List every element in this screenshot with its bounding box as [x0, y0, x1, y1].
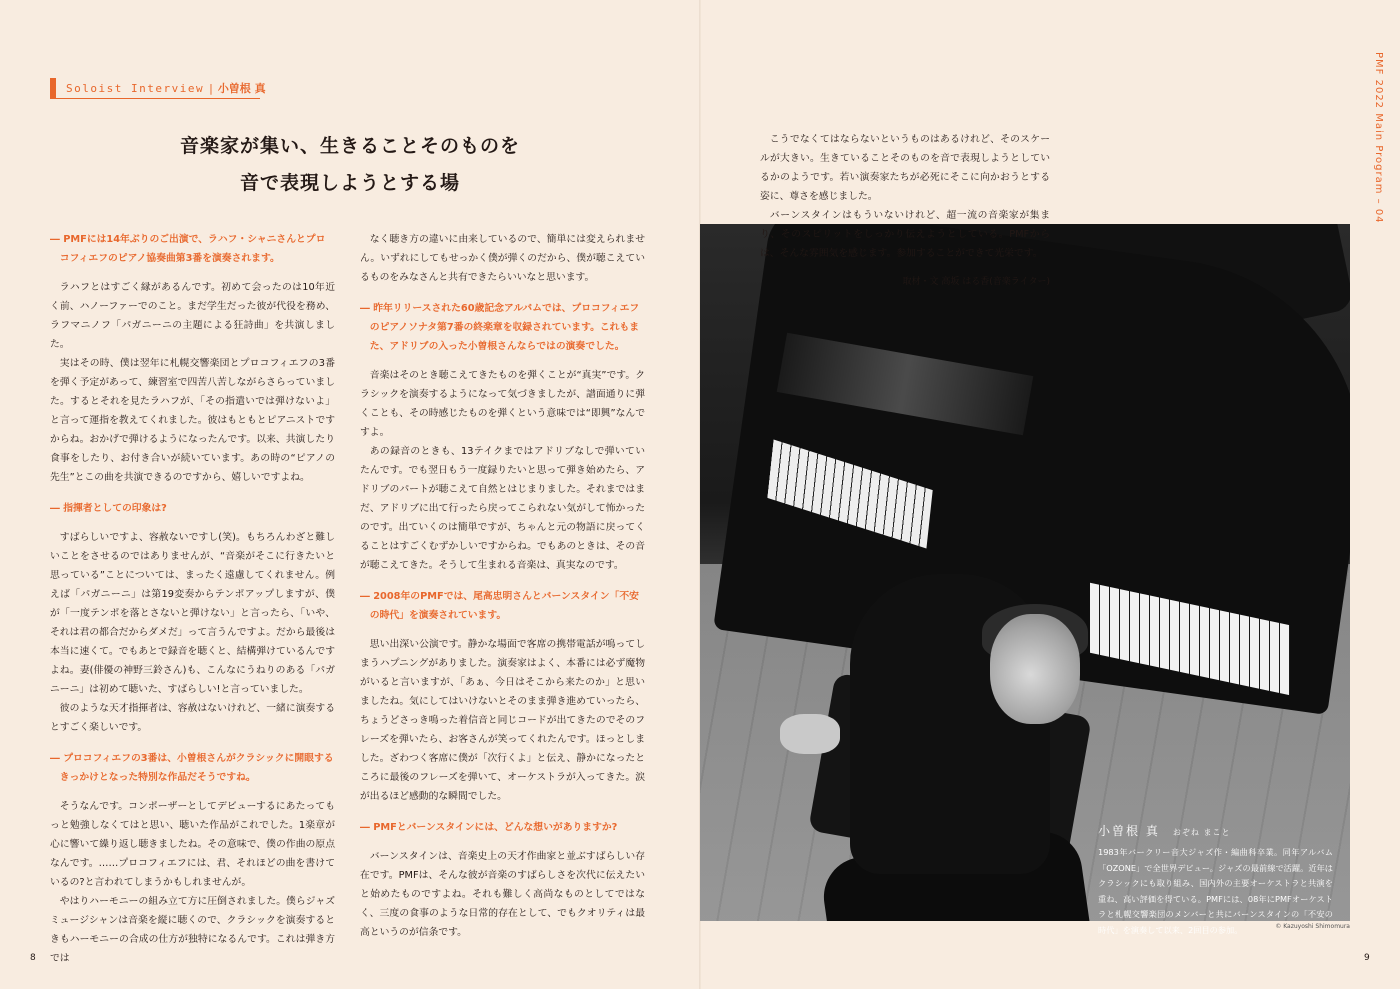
pianist-figure: [760, 464, 1120, 921]
interview-question: ― PMFとバーンスタインには、どんな想いがありますか?: [360, 822, 618, 833]
photo-caption: [1098, 820, 1333, 938]
interview-answer: 音楽はそのとき聴こえてきたものを弾くことが“真実”です。クラシックを演奏するようになって気づきましたが、譜面通りに弾くことも、その時感じたものを弾くという意味では“即興”なんですよ。: [360, 370, 645, 438]
interview-answer: 実はその時、僕は翌年に札幌交響楽団とプロコフィエフの3番を弾く予定があって、練習室で四苦八苦しながらさらっていました。するとそれを見たラハフが、「その指遣いでは弾けないよ」と言って運指を教えてくれました。彼はもともとピアニストですからね。おかげで弾けるようになったんです。以来、共演したり食事をしたり、お付き合いが続いています。あの時の“ピアノの先生”とこの曲を共演できるのですから、嬉しいですよね。: [50, 358, 335, 483]
portrait-photo: [700, 224, 1350, 921]
section-separator: |: [209, 81, 213, 95]
section-tag-rule: [50, 98, 260, 99]
caption-name: 小曽根 真: [1098, 824, 1160, 838]
interview-answer: バーンスタインは、音楽史上の天才作曲家と並ぶすばらしい存在です。PMFは、そんな彼が音楽のすばらしさを次代に伝えたいと始めたものですよね。それも難しく高尚なものとしてではなく、三度の食事のような日常的存在として、でもクオリティは最高というのが信条です。: [360, 851, 645, 938]
photo-credit: © Kazuyoshi Shimomura: [1275, 923, 1350, 930]
interview-answer: あの録音のときも、13テイクまではアドリブなしで弾いていたんです。でも翌日もう一度録りたいと思って弾き始めたら、アドリブのパートが聴こえて自然とはじまりました。それまではまだ、アドリブに出て行ったら戻ってこられない気がして怖かったのです。出ていくのは簡単ですが、ちゃんと元の物語に戻ってくることはすごくむずかしいですからね。でもあのときは、その音が聴こえてきた。そうして生まれる音楽は、真実なのです。: [360, 446, 645, 571]
page-number-left: 8: [30, 953, 36, 963]
interview-question: ― 指揮者としての印象は?: [50, 503, 167, 514]
headline-line-2: 音で表現しようとする場: [239, 172, 460, 194]
interview-answer: すばらしいですよ、容赦ないですし(笑)。もちろんわざと難しいことをさせるのではありませんが、“音楽がそこに行きたいと思っている”ことについては、まったく遠慮してくれません。例えば「パガニーニ」は第19変奏からテンポアップしますが、僕が「一度テンポを落とさないと弾けない」と言ったら、「いや、それは君の都合だからダメだ」って言うんですよ。だから最後は本当に速くて。でもあとで録音を聴くと、結構弾けているんですよね。妻(俳優の神野三鈴さん)も、こんなにうねりのある「パガニーニ」は初めて聴いた、すばらしい!と言っていました。: [50, 532, 335, 695]
section-tag-bar: [50, 78, 56, 98]
interview-question: ― プロコフィエフの3番は、小曽根さんがクラシックに開眼するきっかけとなった特別な作品だそうですね。: [50, 753, 334, 783]
article-column-3: [760, 130, 1050, 292]
interview-answer: ラハフとはすごく縁があるんです。初めて会ったのは10年近く前、ハノーファーでのこと。まだ学生だった彼が代役を務め、ラフマニノフ「パガニーニの主題による狂詩曲」を共演しました。: [50, 282, 335, 350]
interview-answer: こうでなくてはならないというものはあるけれど、そのスケールが大きい。生きていることそのものを音で表現しようとしているかのようです。若い演奏家たちが必死にそこに向かおうとする姿に、尊さを感じました。: [760, 134, 1050, 202]
section-tag: [50, 78, 266, 98]
pianist-hand: [780, 714, 840, 754]
interview-answer: 思い出深い公演です。静かな場面で客席の携帯電話が鳴ってしまうハプニングがありました。演奏家はよく、本番には必ず魔物がいると言いますが、「あぁ、今日はそこから来たのか」と思いましたね。気にしてはいけないとそのまま弾き進めていったら、ちょうどさっき鳴った着信音と同じコードが出てきたのでそのフレーズを弾いたら、お客さんが笑ってくれたんです。ほっとしました。ざわつく客席に僕が「次行くよ」と伝え、静かになったところに最後のフレーズを弾いて、オーケストラが入ってきた。涙が出るほど感動的な瞬間でした。: [360, 639, 645, 802]
soloist-name-tag: 小曽根 真: [217, 82, 266, 95]
interview-question: ― PMFには14年ぶりのご出演で、ラハフ・シャニさんとプロコフィエフのピアノ協奏曲第3番を演奏されます。: [50, 234, 326, 264]
interview-question: ― 2008年のPMFでは、尾高忠明さんとバーンスタイン「不安の時代」を演奏されています。: [360, 591, 639, 621]
interview-answer: そうなんです。コンポーザーとしてデビューするにあたってもっと勉強しなくてはと思い、聴いた作品がこれでした。1楽章が心に響いて繰り返し聴きましたね。その意味で、僕の作曲の原点なんです。……プロコフィエフには、君、それほどの曲を書けているの?と言われてしまうかもしれませんが。: [50, 801, 335, 888]
interview-answer: なく聴き方の違いに由来しているので、簡単には変えられません。いずれにしてもせっかく僕が弾くのだから、僕が聴こえているものをみなさんと共有できたらいいなと思います。: [360, 234, 645, 283]
caption-kana: おぞね まこと: [1172, 828, 1231, 837]
writer-credit: 取材・文 高坂 はる香(音楽ライター): [902, 277, 1050, 287]
interview-answer: 彼のような天才指揮者は、容赦はないけれど、一緒に演奏するとすごく楽しいです。: [50, 703, 335, 733]
headline-line-1: 音楽家が集い、生きることそのものを: [179, 135, 520, 157]
interview-answer: やはりハーモニーの組み立て方に圧倒されました。僕らジャズミュージシャンは音楽を縦に聴くので、クラシックを演奏するときもハーモニーの合成の仕方が独特になるんです。これは弾き方では: [50, 896, 335, 964]
running-title: PMF 2022 Main Program – 04: [1373, 52, 1384, 224]
caption-bio: 1983年バークリー音大ジャズ作・編曲科卒業。同年アルバム「OZONE」で全世界デビュー。ジャズの最前線で活躍。近年はクラシックにも取り組み、国内外の主要オーケストラと共演を重ね、高い評価を得ている。PMFには、08年にPMFオーケストラと札幌交響楽団のメンバーと共にバーンスタインの「不安の時代」を演奏して以来、2回目の参加。: [1098, 847, 1333, 935]
article-column-2: [360, 230, 645, 942]
article-column-1: [50, 230, 335, 968]
interview-answer: バーンスタインはもういないけれど、超一流の音楽家が集まり、そのスピリットをしっかり伝えようとしている。PMFからは、そんな雰囲気を感じます。参加することができて光栄です。: [760, 210, 1050, 259]
article-headline: [50, 128, 650, 202]
pianist-head: [990, 614, 1080, 724]
section-label: Soloist Interview: [66, 81, 205, 95]
interview-question: ― 昨年リリースされた60歳記念アルバムでは、プロコフィエフのピアノソナタ第7番の終楽章を収録されています。これもまた、アドリブの入った小曽根さんならではの演奏でした。: [360, 303, 640, 352]
page-number-right: 9: [1364, 953, 1370, 963]
